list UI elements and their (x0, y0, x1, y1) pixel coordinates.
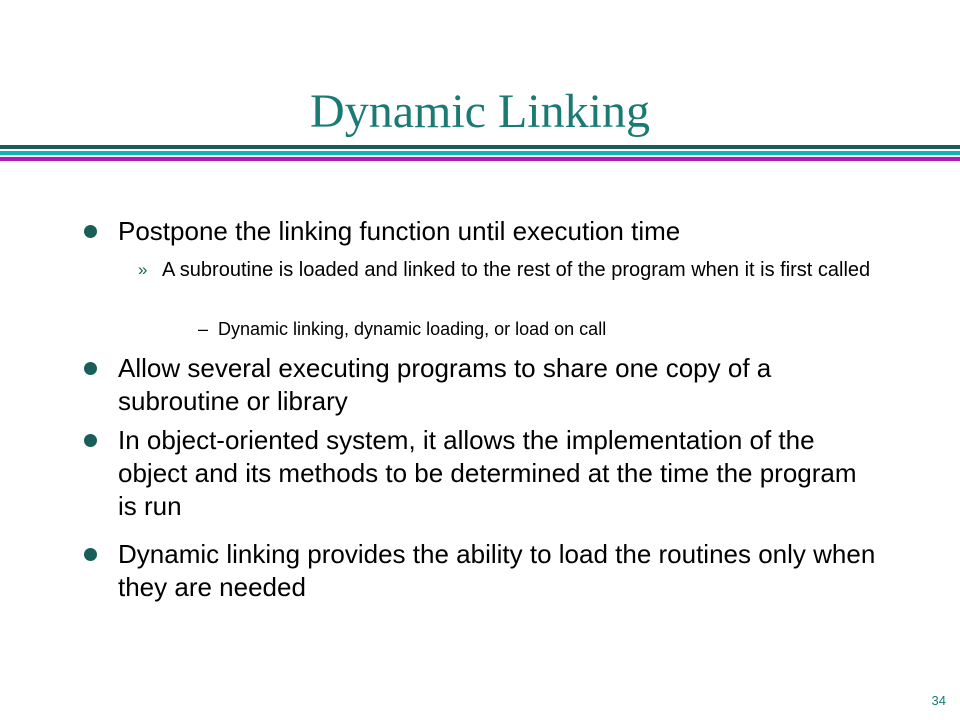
slide-title: Dynamic Linking (310, 85, 650, 138)
bullet-dot-icon (84, 225, 97, 238)
title-rule-dark (0, 145, 960, 149)
sub-sub-bullet-item: Dynamic linking, dynamic loading, or load on call (218, 319, 607, 339)
title-rule-magenta (0, 157, 960, 161)
bullet-dot-icon (84, 434, 97, 447)
bullet-dot-icon (84, 362, 97, 375)
title-rule-cyan (0, 151, 960, 155)
bullet-item: Allow several executing programs to share one copy of a subroutine or library (118, 353, 772, 416)
page-number: 34 (931, 693, 946, 708)
bullet-item: Postpone the linking function until execution time (118, 216, 681, 246)
sub-bullet-marker: » (138, 260, 148, 279)
bullet-item: In object-oriented system, it allows the implementation of the object and its methods to be determined at the time the program is run (118, 425, 857, 521)
bullet-dot-icon (84, 548, 97, 561)
bullet-item: Dynamic linking provides the ability to load the routines only when they are needed (118, 539, 876, 602)
sub-sub-bullet-marker: – (198, 319, 209, 339)
sub-bullet-item: A subroutine is loaded and linked to the rest of the program when it is first called (162, 259, 871, 281)
